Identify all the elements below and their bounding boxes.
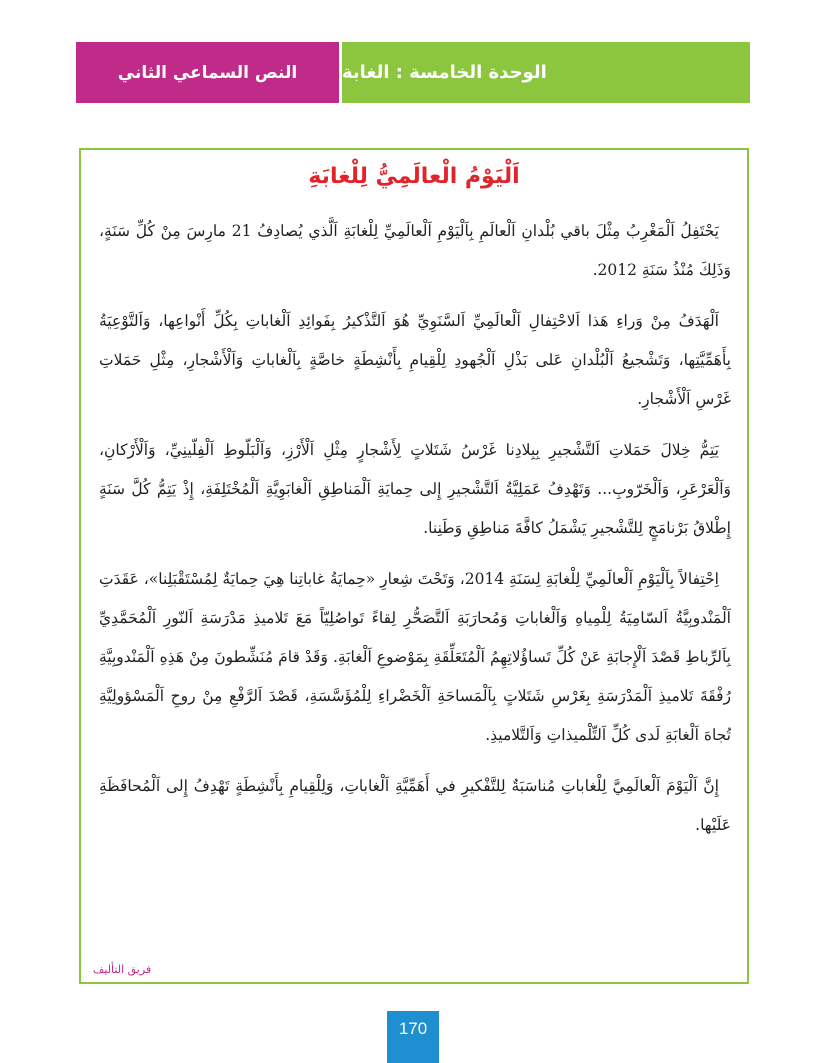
paragraph-1: يَحْتَفِلُ اَلْمَغْرِبُ مِثْلَ باقي بُلْدانِ اَلْعالَمِ بِاَلْيَوْمِ اَلْعالَمِيِّ لِلْغابَةِ اَلَّذي يُصادِفُ 21 مارِسَ مِنْ كُلِّ سَنَةٍ، وَذَلِكَ مُنْذُ سَنَةِ 2012. <box>99 222 731 279</box>
passage-box <box>79 148 749 984</box>
passage-title: اَلْيَوْمُ الْعالَمِيُّ لِلْغابَةِ <box>308 164 520 189</box>
passage-body <box>99 212 731 857</box>
paragraph-4: اِحْتِفالاً بِاَلْيَوْمِ اَلْعالَمِيِّ لِلْغابَةِ لِسَنَةِ 2014، وَتَحْتَ شِعارِ «حِمايَةُ غاباتِنا هِيَ حِمايَةٌ لِمُسْتَقْبَلِنا»، عَقَدَتِ اَلْمَنْدوبِيَّةُ اَلسّامِيَةُ لِلْمِياهِ وَاَلْغاباتِ وَمُحارَبَةِ اَلتَّصَحُّرِ لِقاءً تَواصُلِيّاً مَعَ تَلاميذِ مَدْرَسَةِ اَلنّورِ اَلْمُحَمَّدِيِّ بِاَلرِّباطِ قَصْدَ اَلْإِجابَةِ عَنْ كُلِّ تَساؤُلاتِهِمُ اَلْمُتَعَلِّقَةِ بِمَوْضوعِ اَلْغابَةِ. وَقَدْ قامَ مُنَشِّطونَ مِنْ هَذِهِ اَلْمَنْدوبِيَّةِ رُفْقَةَ تَلاميذِ اَلْمَدْرَسَةِ بِغَرْسِ شَتَلاتٍ بِاَلْمَساحَةِ اَلْخَضْراءِ لِلْمُؤَسَّسَةِ، قَصْدَ اَلرَّفْعِ مِنْ روحِ اَلْمَسْؤولِيَّةِ تُجاهَ اَلْغابَةِ لَدى كُلِّ اَلتِّلْميذاتِ وَاَلتَّلاميذِ. <box>99 570 731 744</box>
section-label: النص السماعي الثاني <box>76 42 339 103</box>
unit-label: الوحدة الخامسة : الغابة <box>342 42 750 103</box>
author-credit: فريق التأليف <box>93 963 152 976</box>
unit-header <box>76 42 750 103</box>
paragraph-5: إِنَّ اَلْيَوْمَ اَلْعالَمِيَّ لِلْغاباتِ مُناسَبَةٌ لِلتَّفْكيرِ في أَهَمِّيَّةِ اَلْغاباتِ، وَلِلْقِيامِ بِأَنْشِطَةٍ تَهْدِفُ إِلى اَلْمُحافَظَةِ عَلَيْها. <box>99 777 731 834</box>
paragraph-3: يَتِمُّ خِلالَ حَمَلاتِ اَلتَّشْجيرِ بِبِلادِنا غَرْسُ شَتَلاتٍ لِأَشْجارٍ مِثْلِ اَلْأَرْزِ، وَاَلْبَلّوطِ اَلْفِلّينِيِّ، وَاَلْأَرْكانِ، وَاَلْعَرْعَرِ، وَاَلْخَرّوبِ... وَتَهْدِفُ عَمَلِيَّةُ اَلتَّشْجيرِ إِلى حِمايَةِ اَلْمَناطِقِ اَلْغابَوِيَّةِ اَلْمُخْتَلِفَةِ، إِذْ يَتِمُّ كُلَّ سَنَةٍ إِطْلاقُ بَرْنامَجٍ لِلتَّشْجيرِ يَشْمَلُ كافَّةَ مَناطِقِ وَطَنِنا. <box>99 441 731 537</box>
page-number: 170 <box>387 1011 439 1063</box>
paragraph-2: اَلْهَدَفُ مِنْ وَراءِ هَذا اَلاحْتِفالِ اَلْعالَمِيِّ اَلسَّنَوِيِّ هُوَ اَلتَّذْكيرُ بِفَوائِدِ اَلْغاباتِ بِكُلِّ أَنْواعِها، وَاَلتَّوْعِيَةُ بِأَهَمِّيَّتِها، وَتَشْجيعُ اَلْبُلْدانِ عَلى بَذْلِ اَلْجُهودِ لِلْقِيامِ بِأَنْشِطَةٍ خاصَّةٍ بِاَلْغاباتِ وَاَلْأَشْجارِ، مِثْلِ حَمَلاتِ غَرْسِ اَلْأَشْجارِ. <box>99 312 731 408</box>
